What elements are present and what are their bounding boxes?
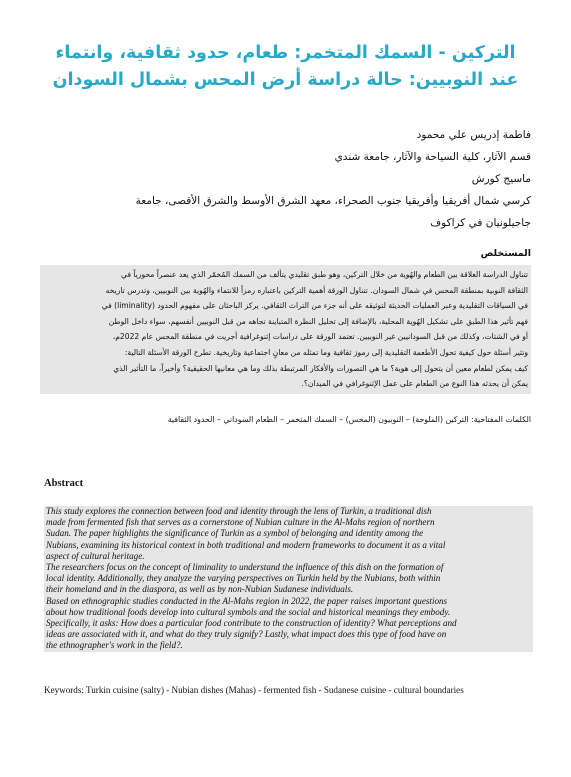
english-abstract-line: local identity. Additionally, they analyze the varying perspectives on Turkin held by the Nubians, both within xyxy=(46,573,441,584)
english-abstract-line: Sudan. The paper highlights the significance of Turkin as a symbol of belonging and identity among the xyxy=(46,528,424,539)
paper-title-line-1: التركين - السمك المتخمر: طعام، حدود ثقافية، وانتماء xyxy=(55,43,516,63)
paper-title-line-2: عند النوبيين: حالة دراسة أرض المحس بشمال السودان xyxy=(52,70,519,90)
english-abstract-heading: Abstract xyxy=(44,478,84,489)
english-abstract-line: The researchers focus on the concept of liminality to understand the influence of this dish on the formation of xyxy=(46,562,444,573)
english-abstract-line: This study explores the connection between food and identity through the lens of Turkin, a traditional dish xyxy=(46,506,432,516)
author-2-name: ماسيج كورش xyxy=(471,173,531,185)
arabic-abstract-line: فهم تأثير هذا الطبق على تشكيل الهُوية المحلية، بالإضافة إلى تحليل النظرة المتباينة تجاهه من قبل النوبيين أنفسهم، سواء داخل الوطن xyxy=(108,316,528,326)
english-abstract-line: Specifically, it asks: How does a particular food contribute to the construction of identity? What perceptions and xyxy=(46,618,457,629)
english-abstract-body xyxy=(44,506,533,652)
author-2-affiliation-line-2: جاجيلونيان في كراكوف xyxy=(430,217,531,229)
author-block xyxy=(40,124,531,234)
english-abstract-line: about how traditional foods develop into cultural symbols and the social and historical meanings they embody. xyxy=(46,606,451,617)
arabic-abstract-line: أو في الشتات، وكذلك من قبل السودانيين غير النوبيين. تعتمد الورقة على دراسات إثنوغرافية أجريت في منطقة المحس عام 2022م، xyxy=(112,332,528,342)
arabic-abstract-line: يمكن أن يحدثه هذا النوع من الطعام على عمل الإثنوغرافي في الميدان؟. xyxy=(301,379,528,389)
english-abstract-line: Nubians, examining its historical context in both traditional and modern frameworks to document it as a vital xyxy=(46,539,446,550)
english-abstract-line: Based on ethnographic studies conducted in the Al-Mahs region in 2022, the paper raises important questions xyxy=(46,595,448,606)
english-abstract-line: ideas are associated with it, and what do they truly signify? Lastly, what impact does this type of food have on xyxy=(46,629,447,640)
arabic-abstract-line: في السياقات التقليدية وعبر العمليات الحديثة لتوثيقه على أنه جزء من التراث الثقافي. يركز الباحثان على مفهوم الحدود (liminality) في xyxy=(101,301,528,311)
arabic-abstract-line: وتثير أسئلة حول كيفية تحول الأطعمة التقليدية إلى رموز ثقافية وما تمثله من معانٍ اجتماعية وتاريخية. تطرح الورقة الأسئلة التالية: xyxy=(124,347,528,357)
author-1-name: فاطمة إدريس علي محمود xyxy=(416,129,531,141)
english-keywords: Keywords: Turkin cuisine (salty) - Nubian dishes (Mahas) - fermented fish - Sudanese cuisine - cultural boundaries xyxy=(44,685,464,695)
author-1-affiliation: قسم الآثار، كلية السياحة والآثار، جامعة شندي xyxy=(334,151,531,163)
english-abstract-line: aspect of cultural heritage. xyxy=(46,550,145,561)
paper-title xyxy=(34,40,537,94)
arabic-abstract-body xyxy=(40,265,531,394)
arabic-abstract-line: الثقافة النوبية بمنطقة المحس في شمال السودان. تتناول الورقة أهمية التركين باعتباره رمزاً للانتماء والهُوية بين النوبيين، وتدرس تاريخه xyxy=(105,285,528,295)
author-2-affiliation-line-1: كرسي شمال أفريقيا وأفريقيا جنوب الصحراء، معهد الشرق الأوسط والشرق الأقصى، جامعة xyxy=(135,195,531,207)
arabic-abstract-heading: المستخلص xyxy=(480,248,531,259)
arabic-abstract-line: تتناول الدراسة العلاقة بين الطعام والهُوية من خلال التركين، وهو طبق تقليدي يتألف من السمك المُخمّر الذي يعد عنصراً محورياً في xyxy=(120,270,528,279)
english-abstract-line: their homeland and in the diaspora, as well as by non-Nubian Sudanese individuals. xyxy=(46,584,354,595)
english-abstract-line: the ethnographer's work in the field?. xyxy=(46,640,183,651)
arabic-keywords: الكلمات المفتاحية: التركين (الملوحة) – النوبيون (المحس) – السمك المتخمر – الطعام السوداني – الحدود الثقافية xyxy=(167,415,531,424)
english-abstract-line: made from fermented fish that serves as a cornerstone of Nubian culture in the Al-Mahs region of northern xyxy=(46,517,435,528)
arabic-abstract-line: كيف يمكن لطعام معين أن يتحول إلى هوية؟ ما هي التصورات والأفكار المرتبطة بذلك وما هي معانيها الحقيقية؟ وأخيراً، ما التأثير الذي xyxy=(113,363,528,373)
